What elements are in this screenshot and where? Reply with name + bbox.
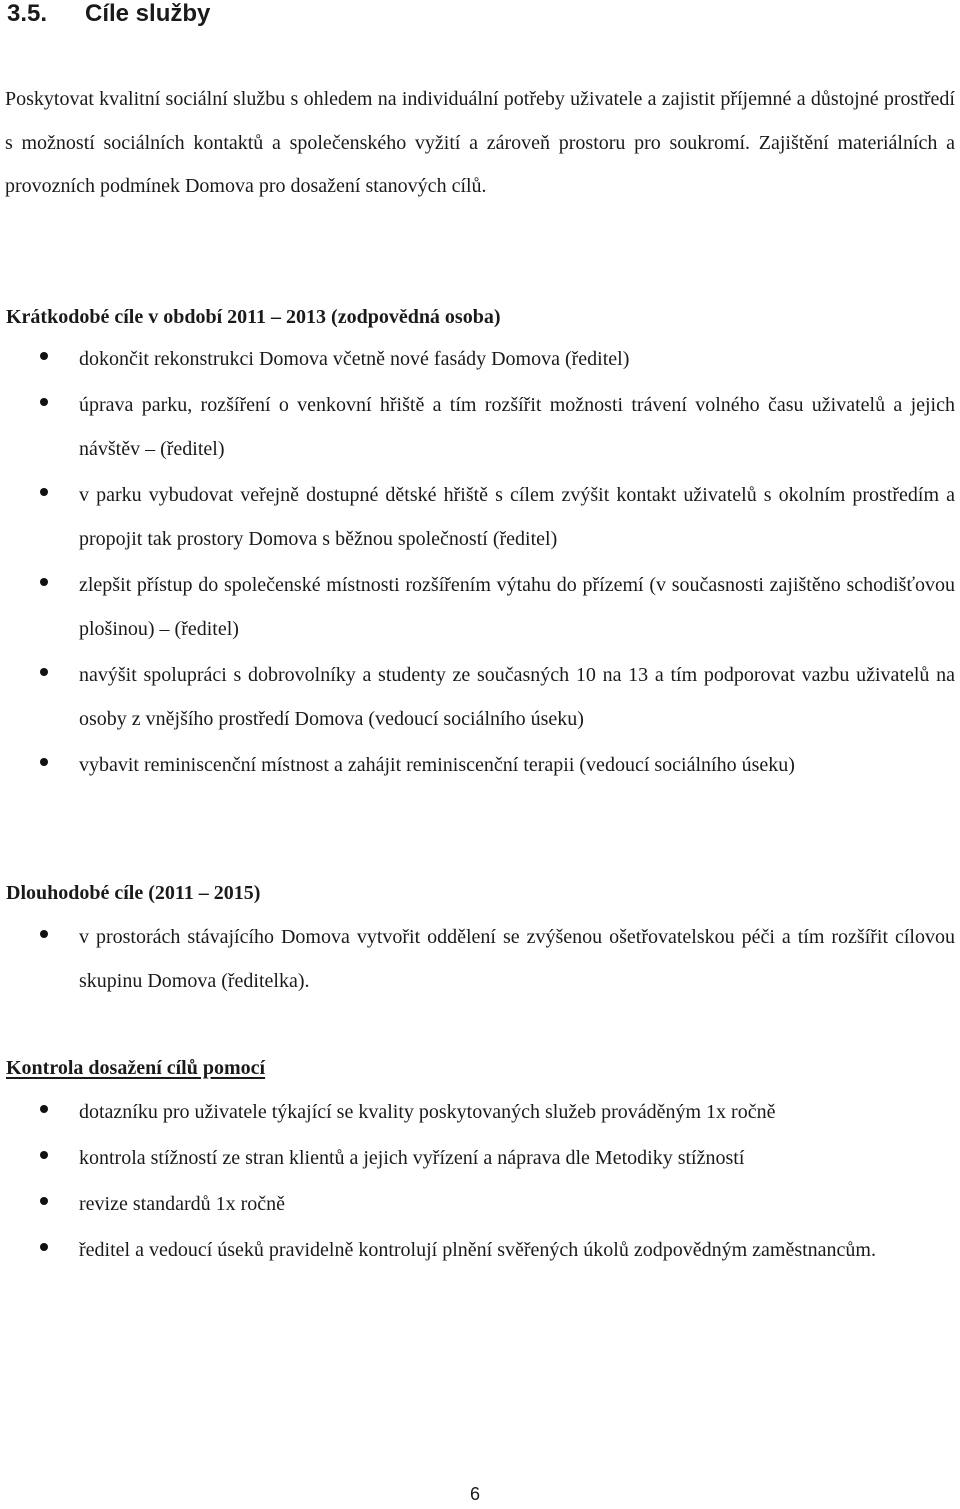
bullet-icon <box>40 1151 48 1159</box>
long-term-goals-title: Dlouhodobé cíle (2011 – 2015) <box>6 882 261 904</box>
list-item: ředitel a vedoucí úseků pravidelně kontrolují plnění svěřených úkolů zodpovědným zaměstnancům. <box>0 1228 960 1272</box>
list-item: dotazníku pro uživatele týkající se kvality poskytovaných služeb prováděným 1x ročně <box>0 1090 960 1134</box>
bullet-icon <box>40 1105 48 1113</box>
list-item: v prostorách stávajícího Domova vytvořit oddělení se zvýšenou ošetřovatelskou péči a tím rozšířit cílovou skupinu Domova (ředitelka). <box>0 915 960 1003</box>
list-item: v parku vybudovat veřejně dostupné dětské hřiště s cílem zvýšit kontakt uživatelů s okolním prostředím a propojit tak prostory Domova s běžnou společností (ředitel) <box>0 473 960 561</box>
list-item: zlepšit přístup do společenské místnosti rozšířením výtahu do přízemí (v současnosti zajištěno schodišťovou plošinou) – (ředitel) <box>0 563 960 651</box>
section-title: Cíle služby <box>85 0 211 27</box>
list-item: dokončit rekonstrukci Domova včetně nové fasády Domova (ředitel) <box>0 337 960 381</box>
list-item: úprava parku, rozšíření o venkovní hřiště a tím rozšířit možnosti trávení volného času uživatelů a jejich návštěv – (ředitel) <box>0 383 960 471</box>
short-term-goals-list <box>0 337 960 789</box>
bullet-icon <box>40 352 48 360</box>
goal-control-list <box>0 1090 960 1274</box>
long-term-goals-list <box>0 915 960 1005</box>
bullet-icon <box>40 930 48 938</box>
intro-paragraph: Poskytovat kvalitní sociální službu s ohledem na individuální potřeby uživatele a zajistit příjemné a důstojné prostředí s možností sociálních kontaktů a společenského vyžití a zároveň prostoru pro soukromí. Zajištění materiálních a provozních podmínek Domova pro dosažení stanových cílů. <box>5 88 955 197</box>
bullet-icon <box>40 1243 48 1251</box>
bullet-icon <box>40 668 48 676</box>
page-number: 6 <box>470 1484 481 1504</box>
bullet-icon <box>40 1197 48 1205</box>
bullet-icon <box>40 488 48 496</box>
list-item: navýšit spolupráci s dobrovolníky a studenty ze současných 10 na 13 a tím podporovat vazbu uživatelů na osoby z vnějšího prostředí Domova (vedoucí sociálního úseku) <box>0 653 960 741</box>
section-number: 3.5. <box>7 0 48 27</box>
goal-control-title: Kontrola dosažení cílů pomocí <box>6 1057 266 1079</box>
list-item: kontrola stížností ze stran klientů a jejich vyřízení a náprava dle Metodiky stížností <box>0 1136 960 1180</box>
bullet-icon <box>40 398 48 406</box>
section-heading <box>7 0 210 30</box>
list-item: revize standardů 1x ročně <box>0 1182 960 1226</box>
bullet-icon <box>40 578 48 586</box>
list-item: vybavit reminiscenční místnost a zahájit reminiscenční terapii (vedoucí sociálního úseku) <box>0 743 960 787</box>
short-term-goals-title: Krátkodobé cíle v období 2011 – 2013 (zodpovědná osoba) <box>6 306 501 328</box>
bullet-icon <box>40 758 48 766</box>
